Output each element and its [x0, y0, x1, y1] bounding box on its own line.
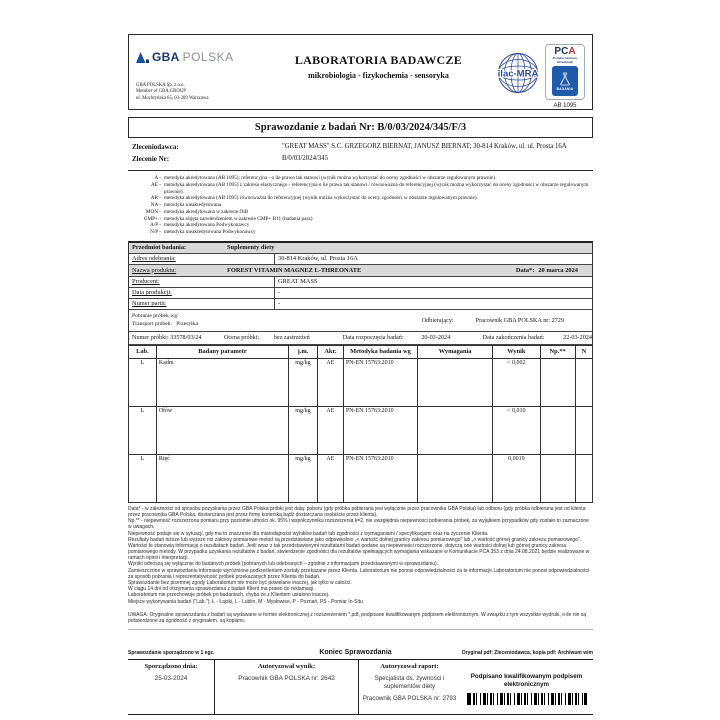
client-label: Zleceniodawca: — [132, 143, 179, 151]
sample-row-sampling — [129, 310, 592, 332]
cell-requirements — [418, 454, 493, 502]
legend-text: metodyka akredytowana Podwykonawcy — [164, 222, 250, 229]
col-header-akr: Akr. — [317, 345, 343, 358]
cell-unit: mg/kg — [289, 454, 318, 502]
receiver-cell — [289, 310, 592, 331]
producer-label: Producent: — [132, 278, 160, 286]
footnote: Np.** - niepewność rozszerzona pomiaru przy poziomie ufności ok. 95% i współczynniku rozszerzenia k=2, nie uwzględnia niepewności pobierania próbek, za wyjątkiem przypadków gdy zostało to zaznaczone w uwagach. — [128, 518, 589, 531]
col-header-requirements: Wymagania — [418, 345, 493, 358]
order-label: Zlecenie Nr: — [132, 155, 170, 163]
footnote: Data* - w zależności od sposobu pozyskania przez GBA Polska próbki jest datą: poboru (gdy próbka pobierana jest wyłącznie przez pracownika GBA Polska) lub odbioru (gdy próbka odbierana jest od klienta przez pracownika GBA Polska, dostarczana jest przez firmę kurierską bądź dostarczana osobiście przez klienta). — [128, 505, 586, 518]
sampling-label: Pobranie próbek wg: — [132, 312, 179, 319]
client-row — [132, 143, 589, 151]
transport-value: Przesyłka — [176, 321, 198, 328]
sampling-cell — [129, 310, 289, 331]
cell-akr: AE — [317, 454, 343, 502]
legend-text: metodyka akredytowana (AB 1095) z zakresu elastycznego - referencyjna o ile prawo tak stanowi / równoważna do referencyjnej (wynik można wykorzystać do oceny zgodności w obszarze regulowanym prawnie). — [164, 181, 589, 195]
sample-info-table — [128, 241, 593, 345]
footnote: Laboratorium nie przechowuje próbek po badaniach, chyba że z Klientem ustalono inaczej. — [128, 592, 330, 599]
accreditation-number: AB 1095 — [553, 103, 577, 110]
pca-accreditation — [545, 44, 585, 109]
cell-n — [575, 358, 592, 406]
cell-parameter: Ołów — [156, 406, 288, 454]
legend-code: N/P - — [150, 229, 161, 235]
cell-unit: mg/kg — [289, 358, 318, 406]
col-header-result: Wynik — [493, 345, 540, 358]
prepared-date: 25-03-2024 — [154, 675, 188, 683]
report-title-bar — [128, 117, 593, 138]
authorized-report-label: Autoryzował raport: — [380, 663, 439, 671]
legend-item — [128, 202, 593, 209]
footer-summary-row — [128, 649, 593, 656]
col-header-np: Np.** — [540, 345, 575, 358]
cell-unit: mg/kg — [289, 406, 318, 454]
receiver-value: Pracownik GBA POLSKA nr: 2729 — [475, 316, 564, 324]
cell-np — [540, 454, 575, 502]
assessment-value: bez zastrzeżeń — [273, 334, 310, 342]
barcode — [467, 693, 587, 705]
table-row — [129, 358, 593, 406]
sample-row-batch — [129, 299, 592, 310]
lab-report-document — [128, 34, 593, 715]
production-date-label: Data produkcji: — [132, 289, 172, 297]
legend-text: metodyka objęta zatwierdzeniem w zakresie GMP+ B11 (badania pasz) — [164, 215, 313, 222]
gba-logo — [136, 50, 284, 64]
divider — [128, 629, 593, 630]
sample-number: Numer próbki: 33578/03/24 — [132, 334, 202, 342]
table-row — [129, 454, 593, 502]
col-header-unit: j.m. — [289, 345, 318, 358]
legend-item — [128, 222, 593, 229]
footnote: Rezultaty badań niższe lub wyższe niż zakresy pomiarowe metod są przedstawiane jako odpowiednio „< wartość dolnej granicy zakresu pomiarowego” lub „> wartość górnej granicy zakresu pomiarowego”. Wartości te stanowią informację o rezultatach badań. Jeśli wraz z tak przedstawionymi rezultatami badań podane są niepewności rozszerzone, dotyczą one wartości dolnej lub górnej granicy zakresu pomiarowego metody. W przypadku uzyskania rezultatów z badań, stwierdzenie zgodności dla rezultatów spełniających wymagania wskazane w Komunikacie PCA 353 z dnia 24.08.2021 będzie realizowane w ramach opinii i interpretacji. — [128, 536, 590, 562]
sample-row-meta — [129, 332, 592, 345]
header-center — [284, 40, 473, 104]
batch-value: - — [274, 299, 592, 309]
product-value: FOREST VITAMIN MAGNEZ L-THREONATE — [227, 266, 362, 274]
authorized-result-cell — [214, 660, 358, 714]
electronic-signature-note: Podpisano kwalifikowanym podpisem elektronicznym — [470, 673, 583, 689]
legend-code: GMP+ - — [143, 215, 161, 222]
pca-logo-text: PCA — [554, 46, 576, 57]
cell-method: PN-EN 15763:2010 — [343, 454, 417, 502]
end-date-value: 22-03-2024 — [563, 334, 592, 342]
date-label: Data*: — [515, 266, 535, 274]
logo-text-gba: GBA — [152, 50, 180, 64]
cell-lab: L — [129, 406, 157, 454]
order-value: B/0/03/2024/345 — [282, 155, 329, 162]
cell-method: PN-EN 15763:2010 — [343, 406, 417, 454]
copies-note: Sprawozdanie sporządzono w 1 egz. — [128, 650, 215, 657]
date-value: 20 marca 2024 — [538, 266, 578, 274]
lab-subtitle: mikrobiologia - fizykochemia - sensoryka — [308, 71, 449, 80]
legend-code: MON - — [145, 208, 161, 215]
signature-table — [128, 659, 593, 715]
col-header-parameter: Badany parametr — [156, 345, 288, 358]
client-value: "GREAT MASS" S.C. GRZEGORZ BIERNAT, JANUSZ BIERNAT; 30-814 Kraków, ul. ul. Prosta 16A — [282, 143, 567, 150]
pca-subtitle: Polskie Centrum Akredytacji — [553, 56, 577, 64]
logo-text-polska: POLSKA — [182, 50, 234, 64]
report-title: Sprawozdanie z badań Nr: B/0/03/2024/345/F/3 — [254, 122, 467, 133]
ilac-label: ilac-MRA — [497, 68, 539, 80]
footnotes-section — [128, 506, 593, 605]
client-section — [128, 138, 593, 170]
cell-parameter: Rtęć — [156, 454, 288, 502]
ilac-globe-icon — [497, 52, 539, 94]
footnote: W ciągu 14 dni od otrzymania sprawozdania z badań Klient ma prawo do reklamacji. — [128, 586, 315, 593]
flask-icon — [559, 72, 571, 86]
company-line: GBA POLSKA Sp. z o.o. — [136, 82, 185, 88]
signature-cell — [460, 660, 593, 714]
original-copy-note: Oryginał pdf: Zleceniodawca, kopia pdf: Archiwum wim — [461, 650, 593, 657]
footnote: Miejsce wykonywania badań ("Lab."): Ł - Łajski, L - Lublin, M - Mysłowice, P - Poznań, PS - Pomiar In-Situ — [128, 598, 363, 605]
product-label: Nazwa produktu: — [132, 266, 177, 274]
lab-title: LABORATORIA BADAWCZE — [294, 53, 463, 67]
legend-code: AE - — [151, 181, 161, 188]
uwaga-note: UWAGA: Oryginalne sprawozdania z badań są wydawane w formie elektronicznej z rozszerzeniem *.pdf, podpisane kwalifikowanym podpisem elektronicznym. W związku z tym wszystkie wydruki, o ile nie są potwierdzone za zgodność z oryginałem, są kopiami. — [128, 611, 587, 624]
authorized-result-value: Pracownik GBA POLSKA nr: 2642 — [238, 675, 335, 683]
authorized-report-value: Pracownik GBA POLSKA nr: 2793 — [362, 694, 457, 702]
sample-row-subject — [129, 243, 592, 254]
legend-item — [128, 216, 593, 223]
order-row — [132, 155, 589, 163]
report-header — [128, 34, 593, 110]
header-right — [473, 40, 585, 110]
legend-item — [128, 195, 593, 202]
footnote: Niepewność podaje się w sytuacji, gdy ma to znaczenie dla miarodajności wyników badań lub zgodności z wymaganiami / specyfikacjami oraz na życzenie Klienta. — [128, 530, 489, 537]
cell-np — [540, 358, 575, 406]
cell-method: PN-EN 15763:2010 — [343, 358, 417, 406]
gba-triangle-icon — [136, 52, 149, 63]
pca-badge-box — [545, 44, 585, 100]
cell-lab: L — [129, 358, 157, 406]
sample-row-producer — [129, 277, 592, 288]
cell-parameter: Kadm — [156, 358, 288, 406]
legend-code: A - — [154, 175, 161, 181]
receiver-label: Odbierający: — [421, 316, 454, 324]
cell-result: < 0,010 — [493, 406, 540, 454]
end-date-label: Data zakończenia badań: — [482, 334, 545, 342]
address-label: Adres odebrania: — [132, 255, 176, 263]
table-row — [129, 406, 593, 454]
assessment-label: Ocena próbki: — [223, 334, 260, 342]
legend-code: A/P - — [150, 222, 161, 229]
sample-row-product — [129, 265, 592, 277]
col-header-method: Metodyka badania wg — [343, 345, 417, 358]
subject-label: Przedmiot badania: — [132, 244, 187, 252]
transport-label: Transport próbek: — [132, 321, 173, 328]
footnote: Zamieszczone w sprawozdaniu informacje wyróżnione podkreśleniem zostały przekazane przez Klienta. Laboratorium nie ponosi odpowiedzialności za te informacje.Laboratorium nie ponosi odpowiedzialności za sposób pobrania i reprezentatywność próbek przekazanych przez Klienta do badań. — [128, 567, 590, 580]
col-header-n: N — [575, 345, 592, 358]
sample-row-address — [129, 254, 592, 265]
results-header-row — [129, 345, 593, 358]
transport-line — [132, 320, 289, 328]
legend-text: metodyka nieakredytowana Podwykonawcy — [164, 229, 256, 235]
company-line: Member of GBA GROUP — [136, 89, 186, 95]
cell-n — [575, 406, 592, 454]
pca-badge-label: BADANIA — [556, 86, 574, 91]
production-date-value: - — [274, 288, 592, 298]
subject-value: Suplementy diety — [227, 244, 275, 252]
address-value: 30-814 Kraków, ul. Prosta 16A — [274, 254, 592, 264]
cell-result: 0,0019 — [493, 454, 540, 502]
footnote: Wyniki odnoszą się wyłącznie do badanych próbek (pobranych lub odebranych – zgodnie z informacjami przedstawionymi w sprawozdaniu). — [128, 561, 439, 568]
cell-akr: AE — [317, 406, 343, 454]
authorized-report-role: Specjalista ds. żywności i suplementów diety — [374, 675, 445, 690]
pca-badania-badge — [552, 66, 578, 96]
legend-code: AR - — [150, 195, 161, 202]
legend-item — [128, 182, 593, 196]
cell-lab: L — [129, 454, 157, 502]
producer-value: GREAT MASS — [274, 277, 592, 287]
prepared-cell — [128, 660, 214, 714]
legend-item — [128, 229, 593, 236]
cell-n — [575, 454, 592, 502]
start-date-label: Data rozpoczęcia badań: — [342, 334, 404, 342]
batch-label: Numer partii: — [132, 300, 167, 308]
cell-requirements — [418, 358, 493, 406]
authorized-report-cell — [358, 660, 460, 714]
prepared-label: Sporządzono dnia: — [144, 663, 198, 671]
cell-result: < 0,002 — [493, 358, 540, 406]
col-header-lab: Lab. — [129, 345, 157, 358]
legend-text: metodyka akredytowana w zakresie OiB — [164, 208, 249, 215]
results-table — [128, 345, 593, 503]
legend-text: metodyka akredytowana (AB 1095); referencyjna - o ile prawo tak stanowi (wynik można wykorzystać do oceny zgodności w obszarze regulowanym prawnie). — [164, 175, 497, 181]
cell-np — [540, 406, 575, 454]
legend-text: metodyka akredytowana (AB 1095) równoważna do referencyjnej (wynik można wykorzystać do oceny zgodności w obszarze regulowanym prawnie). — [164, 195, 478, 202]
legend-text: metodyka nieakredytowana — [164, 202, 222, 208]
method-legend — [128, 171, 593, 241]
legend-item — [128, 175, 593, 182]
cell-requirements — [418, 406, 493, 454]
start-date-value: 20-03-2024 — [421, 334, 451, 342]
legend-item — [128, 209, 593, 216]
ilac-mra-logo — [497, 52, 539, 99]
header-left — [136, 40, 284, 104]
sample-row-production-date — [129, 288, 592, 299]
legend-code: NA - — [150, 202, 161, 208]
company-line: ul. Mochtyńska 65, 03-289 Warszawa — [136, 95, 209, 101]
cell-akr: AE — [317, 358, 343, 406]
footnote: Sprawozdanie bez pisemnej zgody Laboratorium nie może być powielane inaczej, jak tylko w całości. — [128, 580, 352, 586]
authorized-result-label: Autoryzował wynik: — [257, 663, 316, 671]
company-address — [136, 83, 284, 102]
end-of-report-label: Koniec Sprawozdania — [319, 649, 392, 657]
